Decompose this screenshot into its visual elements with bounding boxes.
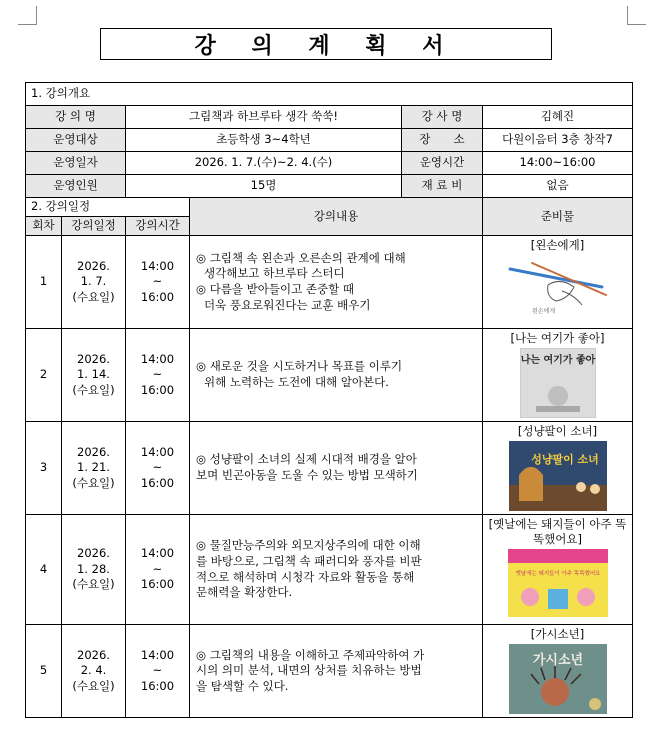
session-time: 14:00 ~ 16:00: [126, 515, 190, 625]
book-cover-text: 왼손에게: [531, 307, 555, 315]
label-capacity: 운영인원: [26, 175, 126, 198]
book-cover-text: 옛날에는 돼지들이 아주 똑똑했어요: [515, 570, 600, 577]
header-prep: 준비물: [483, 198, 633, 236]
session-content: ◎ 그림책 속 왼손과 오른손의 관계에 대해 생각해보고 하브루타 스터디 ◎ 다름을 받아들이고 존중할 때 더욱 풍요로워진다는 교훈 배우기: [190, 236, 483, 329]
session-time: 14:00 ~ 16:00: [126, 329, 190, 422]
header-time: 강의시간: [126, 217, 190, 236]
value-dates: 2026. 1. 7.(수)~2. 4.(수): [126, 152, 402, 175]
session-number: 2: [26, 329, 62, 422]
book-cover-image: [502, 255, 614, 317]
value-instructor: 김혜진: [483, 106, 633, 129]
session-prep: [483, 422, 633, 515]
book-cover-text: 나는 여기가 좋아: [520, 354, 595, 366]
label-material-fee: 재 료 비: [402, 175, 483, 198]
value-target: 초등학생 3~4학년: [126, 129, 402, 152]
prep-caption: [나는 여기가 좋아]: [510, 331, 605, 345]
label-target: 운영대상: [26, 129, 126, 152]
session-prep: [483, 515, 633, 625]
page-corner-mark-left: [18, 6, 37, 25]
page-corner-mark-right: [627, 6, 646, 25]
label-time: 운영시간: [402, 152, 483, 175]
session-row: [26, 422, 633, 515]
prep-caption: [성냥팔이 소녀]: [517, 424, 598, 438]
session-prep: [483, 625, 633, 718]
session-date: 2026. 2. 4. (수요일): [62, 625, 126, 718]
lecture-plan-table: [25, 82, 633, 718]
label-instructor: 강 사 명: [402, 106, 483, 129]
prep-caption: [가시소년]: [530, 627, 585, 641]
book-cover-image: [520, 348, 596, 418]
session-time: 14:00 ~ 16:00: [126, 422, 190, 515]
session-prep: [483, 236, 633, 329]
session-date: 2026. 1. 21. (수요일): [62, 422, 126, 515]
session-number: 3: [26, 422, 62, 515]
value-course-name: 그림책과 하브루타 생각 쑥쑥!: [126, 106, 402, 129]
book-cover-text: 성냥팔이 소녀: [530, 452, 599, 466]
label-location: 장 소: [402, 129, 483, 152]
prep-caption: [왼손에게]: [530, 238, 585, 252]
session-row: [26, 329, 633, 422]
session-row: [26, 625, 633, 718]
book-cover-image: [509, 441, 607, 511]
section-schedule-title: 2. 강의일정: [26, 198, 190, 217]
book-cover-image: [509, 644, 607, 714]
session-date: 2026. 1. 7. (수요일): [62, 236, 126, 329]
section-overview-title: 1. 강의개요: [26, 83, 633, 106]
document-title: 강 의 계 획 서: [100, 28, 552, 60]
session-number: 4: [26, 515, 62, 625]
value-capacity: 15명: [126, 175, 402, 198]
book-cover-text: 가시소년: [532, 652, 583, 668]
session-row: [26, 236, 633, 329]
session-date: 2026. 1. 14. (수요일): [62, 329, 126, 422]
session-prep: [483, 329, 633, 422]
session-number: 5: [26, 625, 62, 718]
header-session: 회차: [26, 217, 62, 236]
book-cover-image: [508, 549, 608, 617]
session-content: ◎ 성냥팔이 소녀의 실제 시대적 배경을 알아 보며 빈곤아동을 도울 수 있는 방법 모색하기: [190, 422, 483, 515]
session-date: 2026. 1. 28. (수요일): [62, 515, 126, 625]
value-time: 14:00~16:00: [483, 152, 633, 175]
session-content: ◎ 물질만능주의와 외모지상주의에 대한 이해 를 바탕으로, 그림책 속 패러디와 풍자를 비판 적으로 해석하며 시청각 자료와 활동을 통해 문해력을 확장한다.: [190, 515, 483, 625]
prep-caption: [옛날에는 돼지들이 아주 똑똑했어요]: [488, 517, 627, 546]
session-content: ◎ 새로운 것을 시도하거나 목표를 이루기 위해 노력하는 도전에 대해 알아본다.: [190, 329, 483, 422]
session-time: 14:00 ~ 16:00: [126, 625, 190, 718]
session-content: ◎ 그림책의 내용을 이해하고 주제파악하여 가 시의 의미 분석, 내면의 상처를 치유하는 방법 을 탐색할 수 있다.: [190, 625, 483, 718]
label-dates: 운영일자: [26, 152, 126, 175]
label-course-name: 강 의 명: [26, 106, 126, 129]
header-date: 강의일정: [62, 217, 126, 236]
value-material-fee: 없음: [483, 175, 633, 198]
session-row: [26, 515, 633, 625]
session-number: 1: [26, 236, 62, 329]
header-content: 강의내용: [190, 198, 483, 236]
session-time: 14:00 ~ 16:00: [126, 236, 190, 329]
value-location: 다원이음터 3층 창작7: [483, 129, 633, 152]
